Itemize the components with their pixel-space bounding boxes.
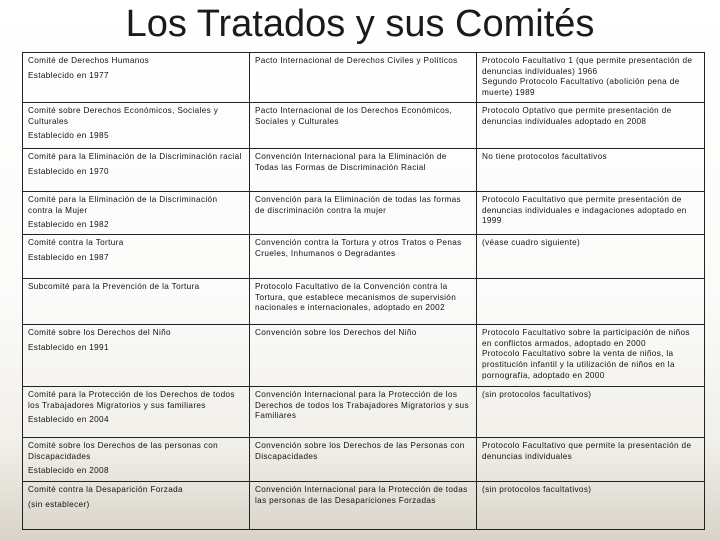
committee-cell: [23, 279, 250, 325]
established-year: Establecido en 1991: [28, 342, 109, 352]
committee-name: Comité contra la Tortura: [28, 238, 124, 247]
treaty-cell: [250, 53, 477, 103]
treaty-cell: [250, 103, 477, 149]
committee-cell: [23, 192, 250, 235]
committee-name: Comité sobre los Derechos del Niño: [28, 328, 171, 337]
committee-name: Comité contra la Desaparición Forzada: [28, 485, 183, 494]
established-year: (sin establecer): [28, 499, 90, 509]
protocols-cell: [477, 235, 705, 279]
treaty-name: Convención contra la Tortura y otros Tratos o Penas Crueles, Inhumanos o Degradantes: [255, 238, 462, 258]
table-row: [23, 438, 705, 482]
committee-cell: [23, 325, 250, 387]
established-year: Establecido en 1987: [28, 252, 109, 262]
table-row: [23, 103, 705, 149]
committee-cell: [23, 149, 250, 192]
protocols-cell: [477, 387, 705, 438]
table-row: [23, 387, 705, 438]
protocols-cell: [477, 103, 705, 149]
treaty-cell: [250, 482, 477, 530]
committee-name: Comité para la Protección de los Derechos de todos los Trabajadores Migratorios y sus familiares: [28, 390, 235, 410]
protocol-item: Protocolo Facultativo que permite la presentación de denuncias individuales: [482, 441, 692, 461]
protocol-item: Segundo Protocolo Facultativo (abolición pena de muerte) 1989: [482, 77, 680, 98]
protocol-item: Protocolo Facultativo 1 (que permite presentación de denuncias individuales) 1966: [482, 56, 693, 76]
protocol-item: Protocolo Optativo que permite presentación de denuncias individuales adoptado en 2008: [482, 106, 672, 126]
committee-cell: [23, 235, 250, 279]
protocol-item: (véase cuadro siguiente): [482, 238, 581, 247]
table-row: [23, 279, 705, 325]
table-body: [23, 53, 705, 530]
table-row: [23, 192, 705, 235]
established-year: Establecido en 1982: [28, 220, 109, 230]
treaty-cell: [250, 325, 477, 387]
protocol-item: (sin protocolos facultativos): [482, 485, 592, 494]
committee-cell: [23, 482, 250, 530]
protocols-cell: [477, 149, 705, 192]
treaty-cell: [250, 149, 477, 192]
treaty-name: Convención Internacional para la Eliminación de Todas las Formas de Discriminación Racial: [255, 152, 447, 172]
committee-cell: [23, 438, 250, 482]
established-year: Establecido en 1985: [28, 131, 109, 141]
treaty-name: Convención Internacional para la Protección de todas las personas de las Desapariciones Forzadas: [255, 485, 468, 505]
committee-name: Comité de Derechos Humanos: [28, 56, 150, 65]
protocols-cell: [477, 53, 705, 103]
established-year: Establecido en 2008: [28, 466, 109, 476]
committee-cell: [23, 53, 250, 103]
treaty-name: Convención sobre los Derechos de las Personas con Discapacidades: [255, 441, 465, 461]
treaty-name: Protocolo Facultativo de la Convención contra la Tortura, que establece mecanismos de supervisión nacionales e internacionales, adoptado en 2002: [255, 282, 457, 313]
protocols-cell: [477, 192, 705, 235]
committee-name: Comité sobre Derechos Económicos, Sociales y Culturales: [28, 106, 219, 126]
treaty-cell: [250, 438, 477, 482]
table-row: [23, 235, 705, 279]
table-row: [23, 53, 705, 103]
committee-name: Comité sobre los Derechos de las personas con Discapacidades: [28, 441, 219, 461]
page-title: Los Tratados y sus Comités: [125, 3, 595, 45]
treaty-name: Convención sobre los Derechos del Niño: [255, 328, 417, 337]
table-row: [23, 149, 705, 192]
table-row: [23, 325, 705, 387]
established-year: Establecido en 2004: [28, 415, 109, 425]
treaty-name: Convención para la Eliminación de todas las formas de discriminación contra la mujer: [255, 195, 461, 215]
treaty-cell: [250, 279, 477, 325]
treaty-cell: [250, 235, 477, 279]
protocol-item: (sin protocolos facultativos): [482, 390, 592, 399]
established-year: Establecido en 1970: [28, 166, 109, 176]
protocols-cell: [477, 325, 705, 387]
treaties-table: [22, 52, 705, 530]
protocols-cell: [477, 482, 705, 530]
table-row: [23, 482, 705, 530]
protocol-item: Protocolo Facultativo que permite presentación de denuncias individuales e indagaciones adoptado en 1999: [482, 195, 687, 226]
treaty-cell: [250, 192, 477, 235]
committee-cell: [23, 103, 250, 149]
protocol-item: Protocolo Facultativo sobre la participación de niños en conflictos armados, adoptado en 2000: [482, 328, 690, 348]
committee-cell: [23, 387, 250, 438]
protocol-item: Protocolo Facultativo sobre la venta de niños, la prostitución infantil y la utilización de niños en la pornografía, adoptado en 2000: [482, 349, 675, 380]
protocol-item: No tiene protocolos facultativos: [482, 152, 607, 161]
treaty-name: Convención Internacional para la Protección de los Derechos de todos los Trabajadores Migratorios y sus Familiares: [255, 390, 469, 421]
committee-name: Comité para la Eliminación de la Discriminación racial: [28, 152, 242, 161]
committee-name: Subcomité para la Prevención de la Tortura: [28, 282, 200, 291]
committee-name: Comité para la Eliminación de la Discriminación contra la Mujer: [28, 195, 218, 215]
treaty-name: Pacto Internacional de los Derechos Económicos, Sociales y Culturales: [255, 106, 453, 126]
treaty-name: Pacto Internacional de Derechos Civiles y Políticos: [255, 56, 458, 65]
protocols-cell: [477, 438, 705, 482]
treaty-cell: [250, 387, 477, 438]
established-year: Establecido en 1977: [28, 70, 109, 80]
protocols-cell: [477, 279, 705, 325]
